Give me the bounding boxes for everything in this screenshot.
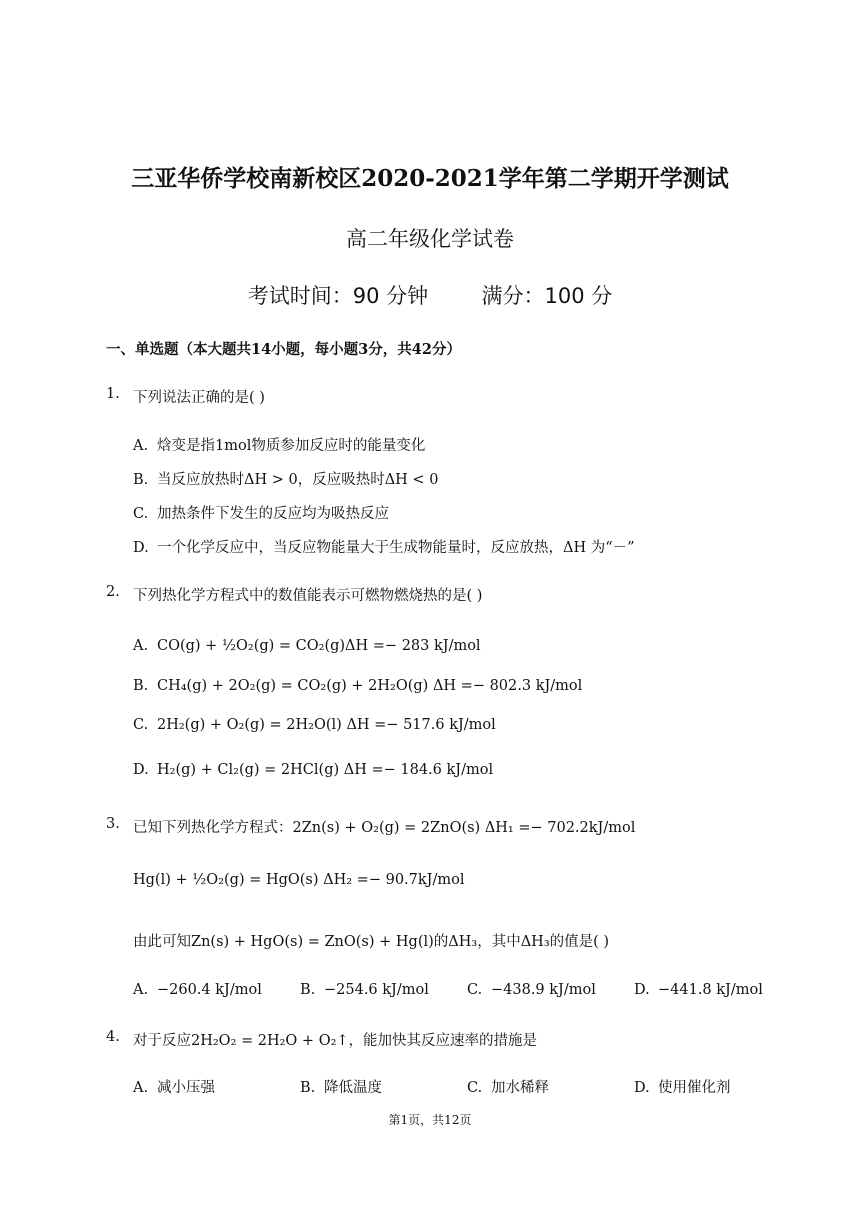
question-stem: 对于反应2H₂O₂ = 2H₂O + O₂↑，能加快其反应速率的措施是 <box>133 1033 538 1049</box>
question-stem: 下列说法正确的是( ) <box>133 390 265 406</box>
option: D. −441.8 kJ/mol <box>634 982 763 998</box>
option: A. CO(g) + ½O₂(g) = CO₂(g)ΔH =− 283 kJ/mol <box>133 638 481 654</box>
option: A. 减小压强 <box>133 1080 215 1096</box>
question-stem: 已知下列热化学方程式：2Zn(s) + O₂(g) = 2ZnO(s) ΔH₁ =− 702.2kJ/mol <box>133 820 636 836</box>
equation-line: Hg(l) + ½O₂(g) = HgO(s) ΔH₂ =− 90.7kJ/mol <box>133 872 465 888</box>
question-number: 1. <box>106 386 120 402</box>
question-stem: 下列热化学方程式中的数值能表示可燃物燃烧热的是( ) <box>133 588 483 604</box>
question-number: 3. <box>106 816 120 832</box>
question-number: 2. <box>106 584 120 600</box>
option: A. −260.4 kJ/mol <box>133 982 262 998</box>
option: C. 加热条件下发生的反应均为吸热反应 <box>133 506 389 522</box>
page-footer: 第1页，共12页 <box>388 1113 472 1127</box>
full-score: 满分：100 分 <box>481 284 613 308</box>
option: D. H₂(g) + Cl₂(g) = 2HCl(g) ΔH =− 184.6 kJ/mol <box>133 762 494 778</box>
option: D. 使用催化剂 <box>634 1080 731 1096</box>
options-row <box>0 982 860 1006</box>
option: C. 加水稀释 <box>467 1080 549 1096</box>
option: C. −438.9 kJ/mol <box>467 982 596 998</box>
question-number: 4. <box>106 1029 120 1045</box>
exam-time: 考试时间：90 分钟 <box>247 284 429 308</box>
exam-subtitle: 高二年级化学试卷 <box>346 227 514 251</box>
exam-title: 三亚华侨学校南新校区2020-2021学年第二学期开学测试 <box>131 165 729 192</box>
option: B. 降低温度 <box>300 1080 382 1096</box>
option: B. −254.6 kJ/mol <box>300 982 429 998</box>
option: D. 一个化学反应中，当反应物能量大于生成物能量时，反应放热，ΔH 为“－” <box>133 540 635 556</box>
options-row <box>0 1076 860 1100</box>
question-line: 由此可知Zn(s) + HgO(s) = ZnO(s) + Hg(l)的ΔH₃，其中ΔH₃的值是( ) <box>133 934 610 950</box>
option: B. CH₄(g) + 2O₂(g) = CO₂(g) + 2H₂O(g) ΔH =− 802.3 kJ/mol <box>133 678 583 694</box>
option: A. 焓变是指1mol物质参加反应时的能量变化 <box>133 438 426 454</box>
section-heading: 一、单选题（本大题共14小题，每小题3分，共42分） <box>106 341 461 358</box>
option: B. 当反应放热时ΔH > 0，反应吸热时ΔH < 0 <box>133 472 439 488</box>
option: C. 2H₂(g) + O₂(g) = 2H₂O(l) ΔH =− 517.6 kJ/mol <box>133 717 496 733</box>
exam-info <box>0 280 860 310</box>
